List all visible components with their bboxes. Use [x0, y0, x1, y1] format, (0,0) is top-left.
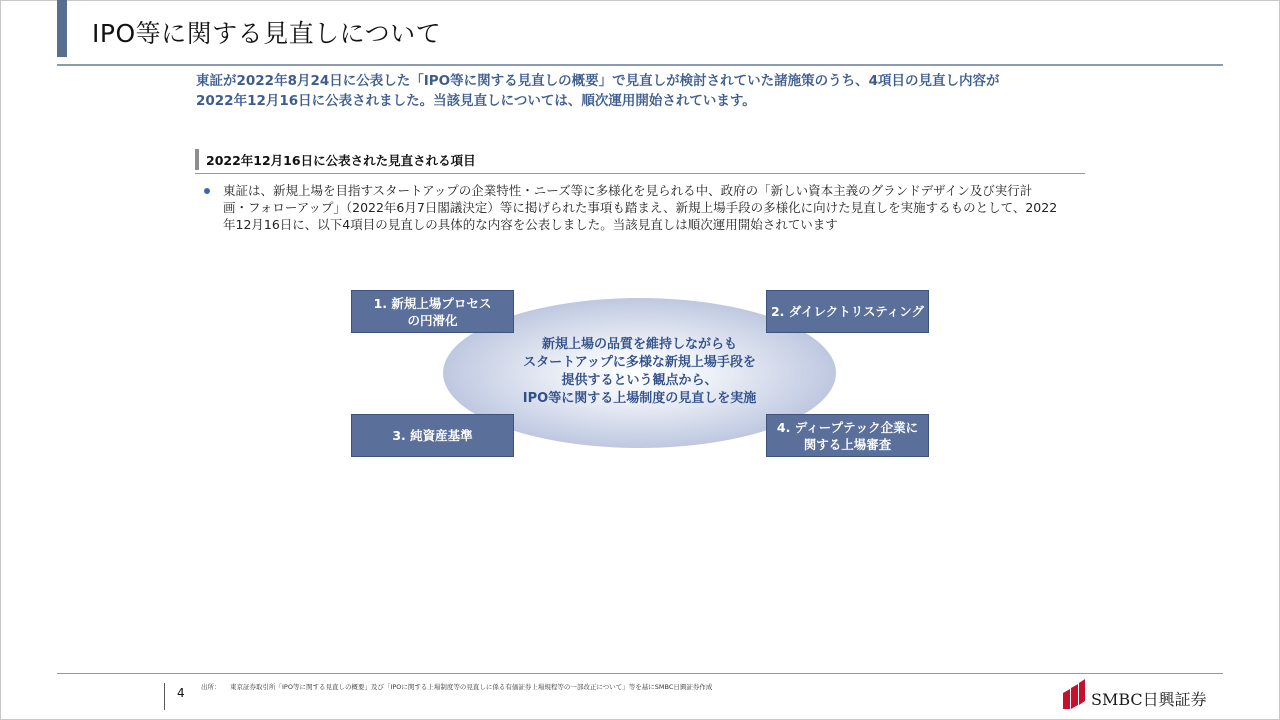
item-box-label: 4. ディープテック企業に: [776, 419, 919, 435]
item-box-process: [351, 290, 514, 333]
source-label: 出所：: [201, 683, 221, 691]
lead-paragraph: [196, 71, 1096, 111]
center-line: 提供するという観点から、: [561, 373, 718, 388]
item-box-direct-listing: [766, 290, 929, 333]
lead-line: 東証が2022年8月24日に公表した「IPO等に関する見直しの概要」で見直しが検討されていた諸施策のうち、4項目の見直し内容が: [196, 73, 1000, 89]
item-box-net-assets: [351, 414, 514, 457]
page-number-separator: [164, 683, 165, 710]
section-marker: [195, 149, 199, 170]
item-box-label: 1. 新規上場プロセス: [373, 295, 492, 311]
title-divider: [57, 64, 1223, 66]
item-box-deeptech: [766, 414, 929, 457]
item-box-label: 2. ダイレクトリスティング: [770, 304, 925, 319]
center-line: スタートアップに多様な新規上場手段を: [523, 355, 756, 370]
section-divider: [195, 173, 1085, 174]
bullet-line: 年12月16日に、以下4項目の見直しの具体的な内容を公表しました。当該見直しは順次運用開始されています: [223, 217, 838, 232]
page-number: 4: [177, 686, 185, 700]
section-title: 2022年12月16日に公表された見直される項目: [206, 153, 476, 168]
smbc-nikko-logo-icon: [1063, 679, 1085, 709]
center-statement: [443, 336, 836, 408]
bullet-line: 画・フォローアップ」（2022年6月7日閣議決定）等に掲げられた事項も踏まえ、新規上場手段の多様化に向けた見直しを実施するものとして、2022: [223, 200, 1058, 215]
center-line: IPO等に関する上場制度の見直しを実施: [522, 391, 757, 406]
bullet-paragraph: [223, 182, 1057, 233]
lead-line: 2022年12月16日に公表されました。当該見直しについては、順次運用開始されています。: [196, 93, 756, 109]
center-line: 新規上場の品質を維持しながらも: [541, 337, 737, 352]
footer-divider: [57, 673, 1223, 674]
item-box-label: の円滑化: [407, 312, 458, 328]
item-box-label: 関する上場審査: [803, 436, 892, 452]
company-logo-text: SMBC日興証券: [1091, 690, 1207, 709]
item-box-label: 3. 純資産基準: [392, 428, 473, 443]
page-title: IPO等に関する見直しについて: [92, 19, 442, 48]
bullet-dot-icon: [204, 188, 210, 194]
source-note: 東京証券取引所「IPO等に関する見直しの概要」及び「IPOに関する上場制度等の見直しに係る有価証券上場規程等の一部改正について」等を基にSMBC日興証券作成: [230, 683, 713, 691]
title-accent-bar: [57, 0, 67, 57]
bullet-line: 東証は、新規上場を目指すスタートアップの企業特性・ニーズ等に多様化を見られる中、政府の「新しい資本主義のグランドデザイン及び実行計: [223, 183, 1033, 198]
